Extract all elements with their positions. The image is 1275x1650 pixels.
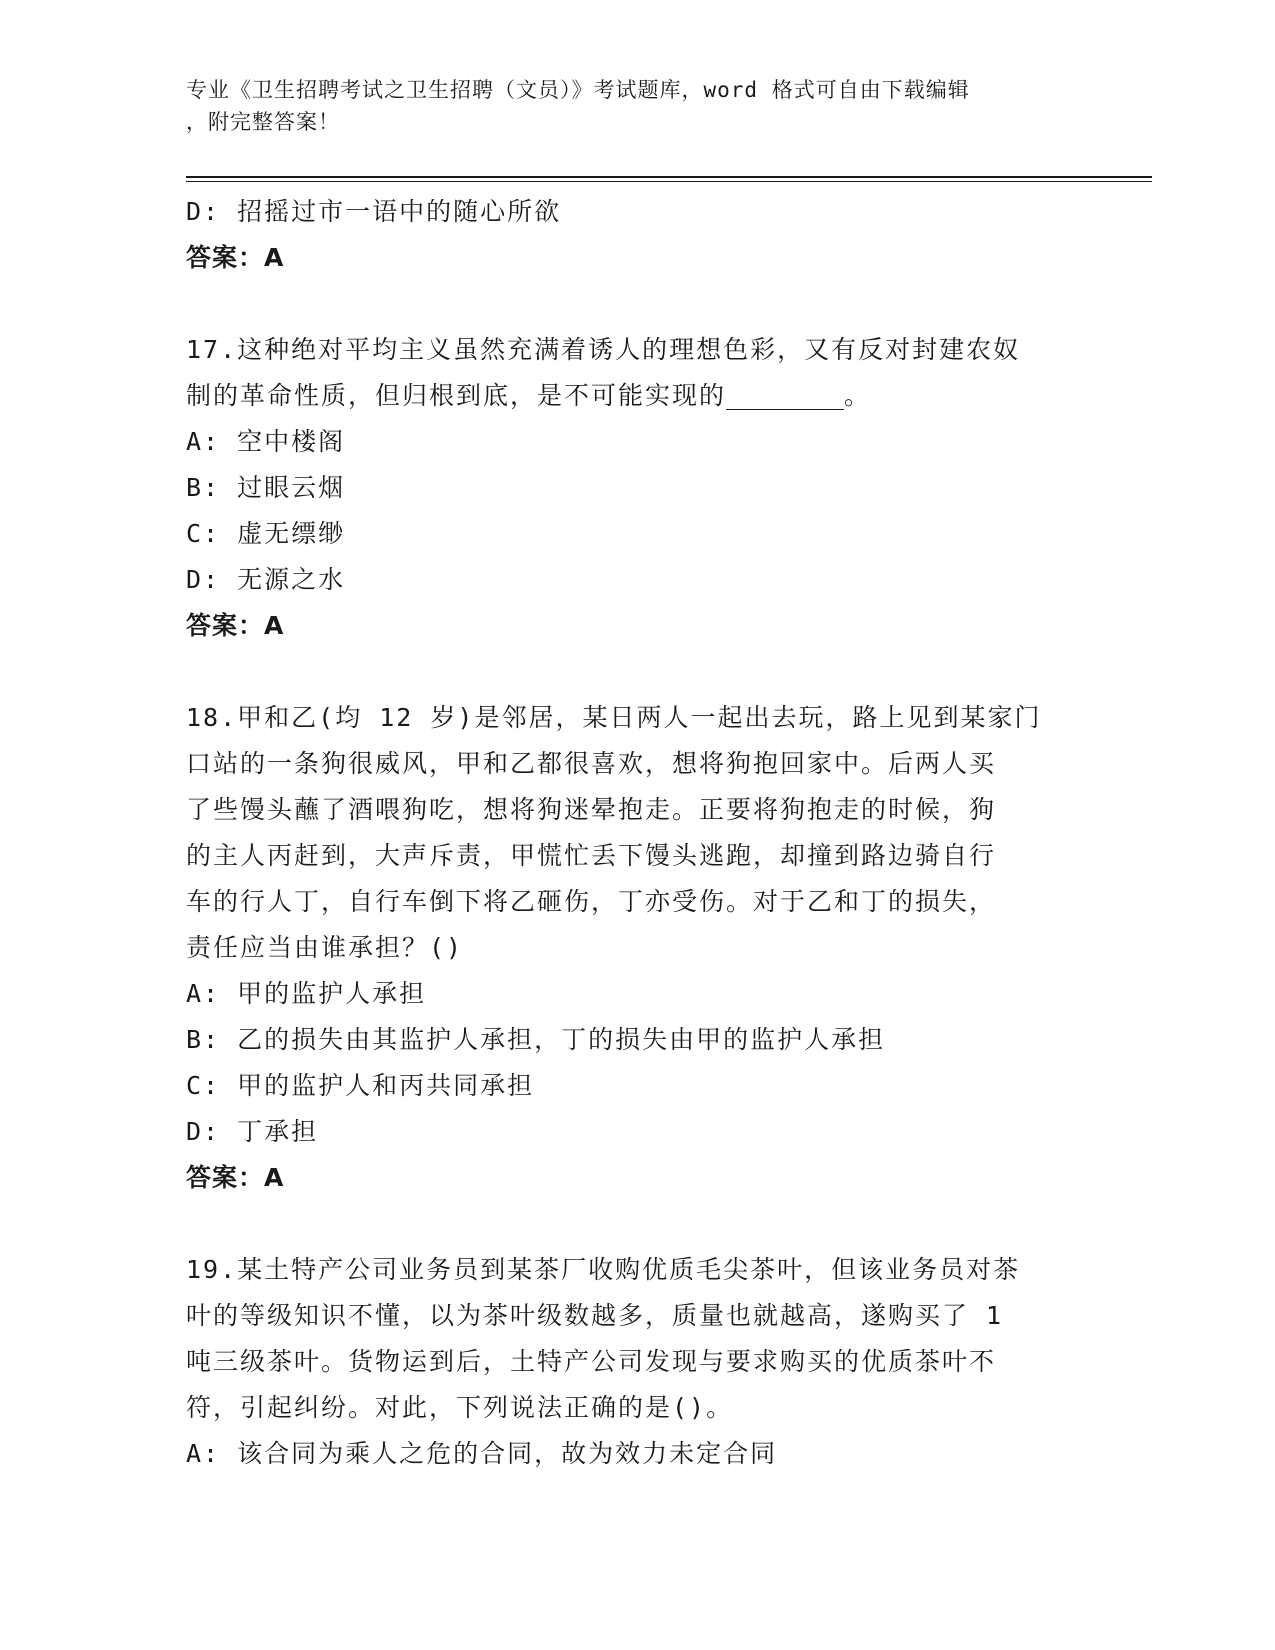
option-d: D: 无源之水 xyxy=(186,565,346,594)
question-text-line: 19.某土特产公司业务员到某茶厂收购优质毛尖茶叶，但该业务员对茶 xyxy=(186,1255,1021,1284)
option-b: B: 乙的损失由其监护人承担，丁的损失由甲的监护人承担 xyxy=(186,1025,886,1054)
question-text-line: 17.这种绝对平均主义虽然充满着诱人的理想色彩，又有反对封建农奴 xyxy=(186,335,1021,364)
option-d: D: 招摇过市一语中的随心所欲 xyxy=(186,197,562,226)
question-text-line: 吨三级茶叶。货物运到后，土特产公司发现与要求购买的优质茶叶不 xyxy=(186,1347,997,1376)
answer-line: 答案：A xyxy=(186,611,285,640)
question-text-segment: 。 xyxy=(844,381,872,410)
option-d: D: 丁承担 xyxy=(186,1117,319,1146)
option-c: C: 甲的监护人和丙共同承担 xyxy=(186,1071,535,1100)
option-a: A: 甲的监护人承担 xyxy=(186,979,427,1008)
option-c: C: 虚无缥缈 xyxy=(186,519,346,548)
option-b: B: 过眼云烟 xyxy=(186,473,346,502)
question-text-line: 18.甲和乙(均 12 岁)是邻居，某日两人一起出去玩，路上见到某家门 xyxy=(186,703,1042,732)
answer-line: 答案：A xyxy=(186,243,285,272)
question-text-line: 口站的一条狗很威风，甲和乙都很喜欢，想将狗抱回家中。后两人买 xyxy=(186,749,997,778)
question-text-line: 车的行人丁，自行车倒下将乙砸伤，丁亦受伤。对于乙和丁的损失， xyxy=(186,887,997,916)
header-line-1: 专业《卫生招聘考试之卫生招聘（文员）》考试题库，word 格式可自由下载编辑 xyxy=(186,78,970,102)
header-divider-thin xyxy=(186,181,1152,182)
option-a: A: 空中楼阁 xyxy=(186,427,346,456)
question-18 xyxy=(186,695,1086,1201)
option-a: A: 该合同为乘人之危的合同，故为效力未定合同 xyxy=(186,1439,778,1468)
question-text-line: 叶的等级知识不懂，以为茶叶级数越多，质量也就越高，遂购买了 1 xyxy=(186,1301,1004,1330)
question-text-line: 责任应当由谁承担？() xyxy=(186,933,464,962)
answer-line: 答案：A xyxy=(186,1163,285,1192)
fill-in-blank xyxy=(726,379,844,410)
header-divider-thick xyxy=(186,176,1152,178)
question-19 xyxy=(186,1247,1086,1477)
question-text-line: 的主人丙赶到，大声斥责，甲慌忙丢下馒头逃跑，却撞到路边骑自行 xyxy=(186,841,997,870)
document-header xyxy=(186,74,1066,138)
spacer xyxy=(186,1201,1086,1247)
question-text-segment: 制的革命性质，但归根到底，是不可能实现的 xyxy=(186,381,727,410)
question-text-line: 符，引起纠纷。对此，下列说法正确的是()。 xyxy=(186,1393,734,1422)
question-17 xyxy=(186,327,1086,649)
header-line-2: ，附完整答案！ xyxy=(186,110,340,134)
question-text-line: 了些馒头蘸了酒喂狗吃，想将狗迷晕抱走。正要将狗抱走的时候，狗 xyxy=(186,795,997,824)
spacer xyxy=(186,649,1086,695)
spacer xyxy=(186,281,1086,327)
question-list xyxy=(186,189,1086,1477)
question-text-line xyxy=(186,373,1086,419)
